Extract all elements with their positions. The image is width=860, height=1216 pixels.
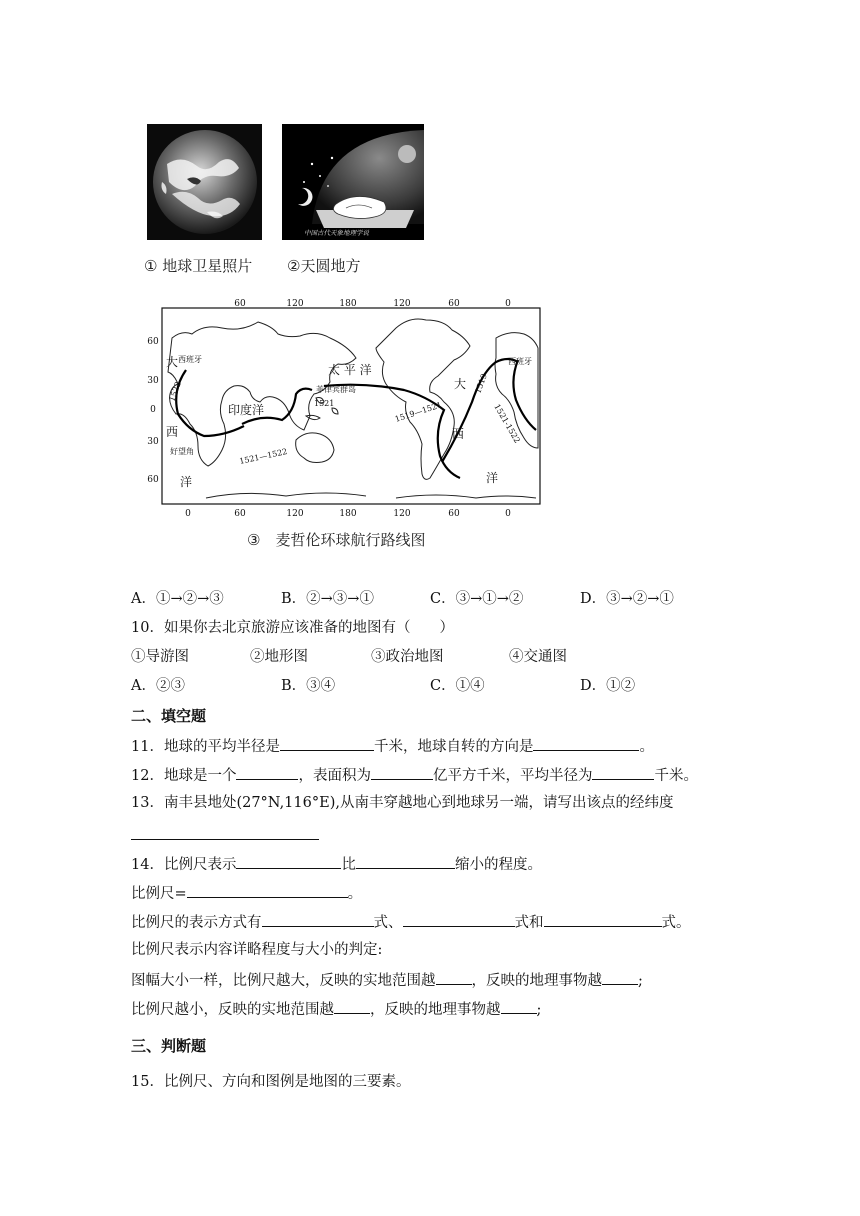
magellan-route-map (146, 298, 556, 520)
q14-line-5 (131, 969, 643, 991)
map-label-indian-ocean: 印度洋 (228, 403, 265, 417)
q10-option-a: A．②③ (131, 678, 185, 694)
map-left-tick: 30 (147, 437, 159, 447)
q14-blank-7[interactable] (436, 969, 472, 985)
q14-blank-6[interactable] (544, 911, 662, 927)
q9-option-b: B．②→③→① (281, 591, 374, 607)
q12-text-b: ，表面积为 (298, 768, 371, 784)
map-label-atlantic-right-1: 大 (454, 377, 467, 391)
map-bottom-tick: 120 (393, 509, 411, 519)
q11-text-b: 千米，地球自转的方向是 (373, 739, 534, 755)
q10-item-4: ④交通图 (509, 649, 567, 665)
q10-item-3: ③政治地图 (371, 649, 444, 665)
tianyuan-difang-image (282, 124, 424, 240)
q14-text-3a: 比例尺的表示方式有 (131, 915, 262, 931)
q10-option-d: D．①② (580, 678, 636, 694)
q14-line-2 (131, 882, 362, 904)
q14-text-3c: 式和 (514, 915, 544, 931)
q14-text-2b: 。 (347, 886, 363, 902)
section-fill-in-title: 二、填空题 (131, 707, 207, 725)
q14-blank-10[interactable] (501, 998, 537, 1014)
q14-text-5a: 图幅大小一样，比例尺越大，反映的实地范围越 (131, 973, 436, 989)
caption-tianyuan-difang: ②天圆地方 (287, 257, 361, 275)
map-label-year-1521-1522-right: 1521-1522 (492, 402, 522, 445)
q14-blank-1[interactable] (236, 853, 341, 869)
map-label-atlantic-left-2: 西 (166, 425, 179, 439)
map-top-tick: 120 (286, 299, 304, 309)
q14-blank-3[interactable] (187, 882, 348, 898)
map-label-year-1521-1522: 1521—1522 (238, 447, 289, 466)
q9-option-a: A．①→②→③ (131, 591, 224, 607)
map-label-year-1519: 1519 (473, 372, 489, 395)
q14-text-6a: 比例尺越小，反映的实地范围越 (131, 1002, 334, 1018)
map-bottom-tick: 60 (234, 509, 246, 519)
caption-earth-photo: ① 地球卫星照片 (144, 257, 253, 275)
caption-magellan-map: ③ 麦哲伦环球航行路线图 (247, 531, 426, 549)
q12-text-c: 亿平方千米，平均半径为 (432, 768, 593, 784)
image-inscription: 中国古代天象地理学说 (304, 229, 369, 237)
q12 (131, 764, 698, 786)
map-bottom-tick: 60 (448, 509, 460, 519)
q14-blank-9[interactable] (334, 998, 370, 1014)
q14-line-3 (131, 911, 691, 933)
q10-item-1: ①导游图 (131, 649, 189, 665)
map-label-atlantic-left-1: 大 (166, 355, 179, 369)
q12-blank-1[interactable] (236, 764, 298, 780)
map-label-spain-right: 西班牙 (508, 357, 532, 366)
map-label-spain-left: 西班牙 (178, 355, 202, 364)
q14-text-1b: 比 (341, 857, 356, 873)
q11 (131, 735, 654, 757)
q9-option-d: D．③→②→① (580, 591, 674, 607)
q14-blank-8[interactable] (602, 969, 638, 985)
map-bottom-tick: 0 (505, 509, 511, 519)
q14-line-4: 比例尺表示内容详略程度与大小的判定: (131, 942, 383, 958)
q14-text-3b: 式、 (373, 915, 403, 931)
map-bottom-tick: 180 (339, 509, 357, 519)
map-label-year-1519-1521: 1519—1521 (393, 400, 443, 424)
q10-option-c: C．①④ (430, 678, 485, 694)
map-label-pacific: 太 平 洋 (328, 363, 372, 377)
map-top-tick: 60 (234, 299, 246, 309)
map-label-year-1521: 1521 (314, 399, 335, 408)
q14-blank-2[interactable] (356, 853, 455, 869)
q14-text-2a: 比例尺= (131, 886, 187, 902)
q14-line-6 (131, 998, 541, 1020)
q11-text-c: 。 (639, 739, 654, 755)
q9-option-c: C．③→①→② (430, 591, 524, 607)
q14-line-1 (131, 853, 542, 875)
q14-text-6c: ; (536, 1002, 542, 1018)
map-label-cape-good-hope: 好望角 (170, 447, 194, 456)
section-true-false-title: 三、判断题 (131, 1037, 207, 1055)
q11-blank-1[interactable] (280, 735, 374, 751)
q14-blank-5[interactable] (403, 911, 515, 927)
map-left-tick: 30 (147, 376, 159, 386)
q14-text-5c: ; (638, 973, 643, 989)
map-label-year-1522: 1522 (167, 380, 183, 403)
map-top-tick: 120 (393, 299, 411, 309)
map-top-tick: 60 (448, 299, 460, 309)
q14-text-1a: 14．比例尺表示 (131, 857, 237, 873)
map-bottom-tick: 0 (185, 509, 191, 519)
q11-text-a: 11．地球的平均半径是 (131, 739, 280, 755)
q10-stem: 10．如果你去北京旅游应该准备的地图有（ ） (131, 620, 454, 636)
q14-text-3d: 式。 (661, 915, 691, 931)
q12-blank-3[interactable] (592, 764, 654, 780)
q12-text-a: 12．地球是一个 (131, 768, 237, 784)
q13-text: 13．南丰县地处(27°N,116°E),从南丰穿越地心到地球另一端，请写出该点的经纬度 (131, 795, 674, 811)
map-label-atlantic-right-2: 西 (452, 427, 465, 441)
map-label-atlantic-right-3: 洋 (486, 471, 499, 485)
q14-text-5b: ，反映的地理事物越 (471, 973, 602, 989)
map-left-tick: 60 (147, 475, 159, 485)
map-top-tick: 0 (505, 299, 511, 309)
earth-satellite-photo (147, 124, 262, 240)
q11-blank-2[interactable] (533, 735, 639, 751)
map-label-atlantic-left-3: 洋 (180, 475, 193, 489)
q10-item-2: ②地形图 (250, 649, 308, 665)
q14-text-1c: 缩小的程度。 (454, 857, 542, 873)
q15-text: 15．比例尺、方向和图例是地图的三要素。 (131, 1074, 411, 1090)
map-label-philippines: 菲律宾群岛 (316, 385, 356, 394)
q10-option-b: B．③④ (281, 678, 336, 694)
q13-answer-blank[interactable] (131, 839, 319, 840)
map-left-tick: 60 (147, 337, 159, 347)
map-left-tick: 0 (150, 405, 156, 415)
q12-blank-2[interactable] (371, 764, 433, 780)
map-top-tick: 180 (339, 299, 357, 309)
q14-text-6b: ，反映的地理事物越 (370, 1002, 501, 1018)
map-bottom-tick: 120 (286, 509, 304, 519)
q14-blank-4[interactable] (262, 911, 374, 927)
q12-text-d: 千米。 (654, 768, 698, 784)
